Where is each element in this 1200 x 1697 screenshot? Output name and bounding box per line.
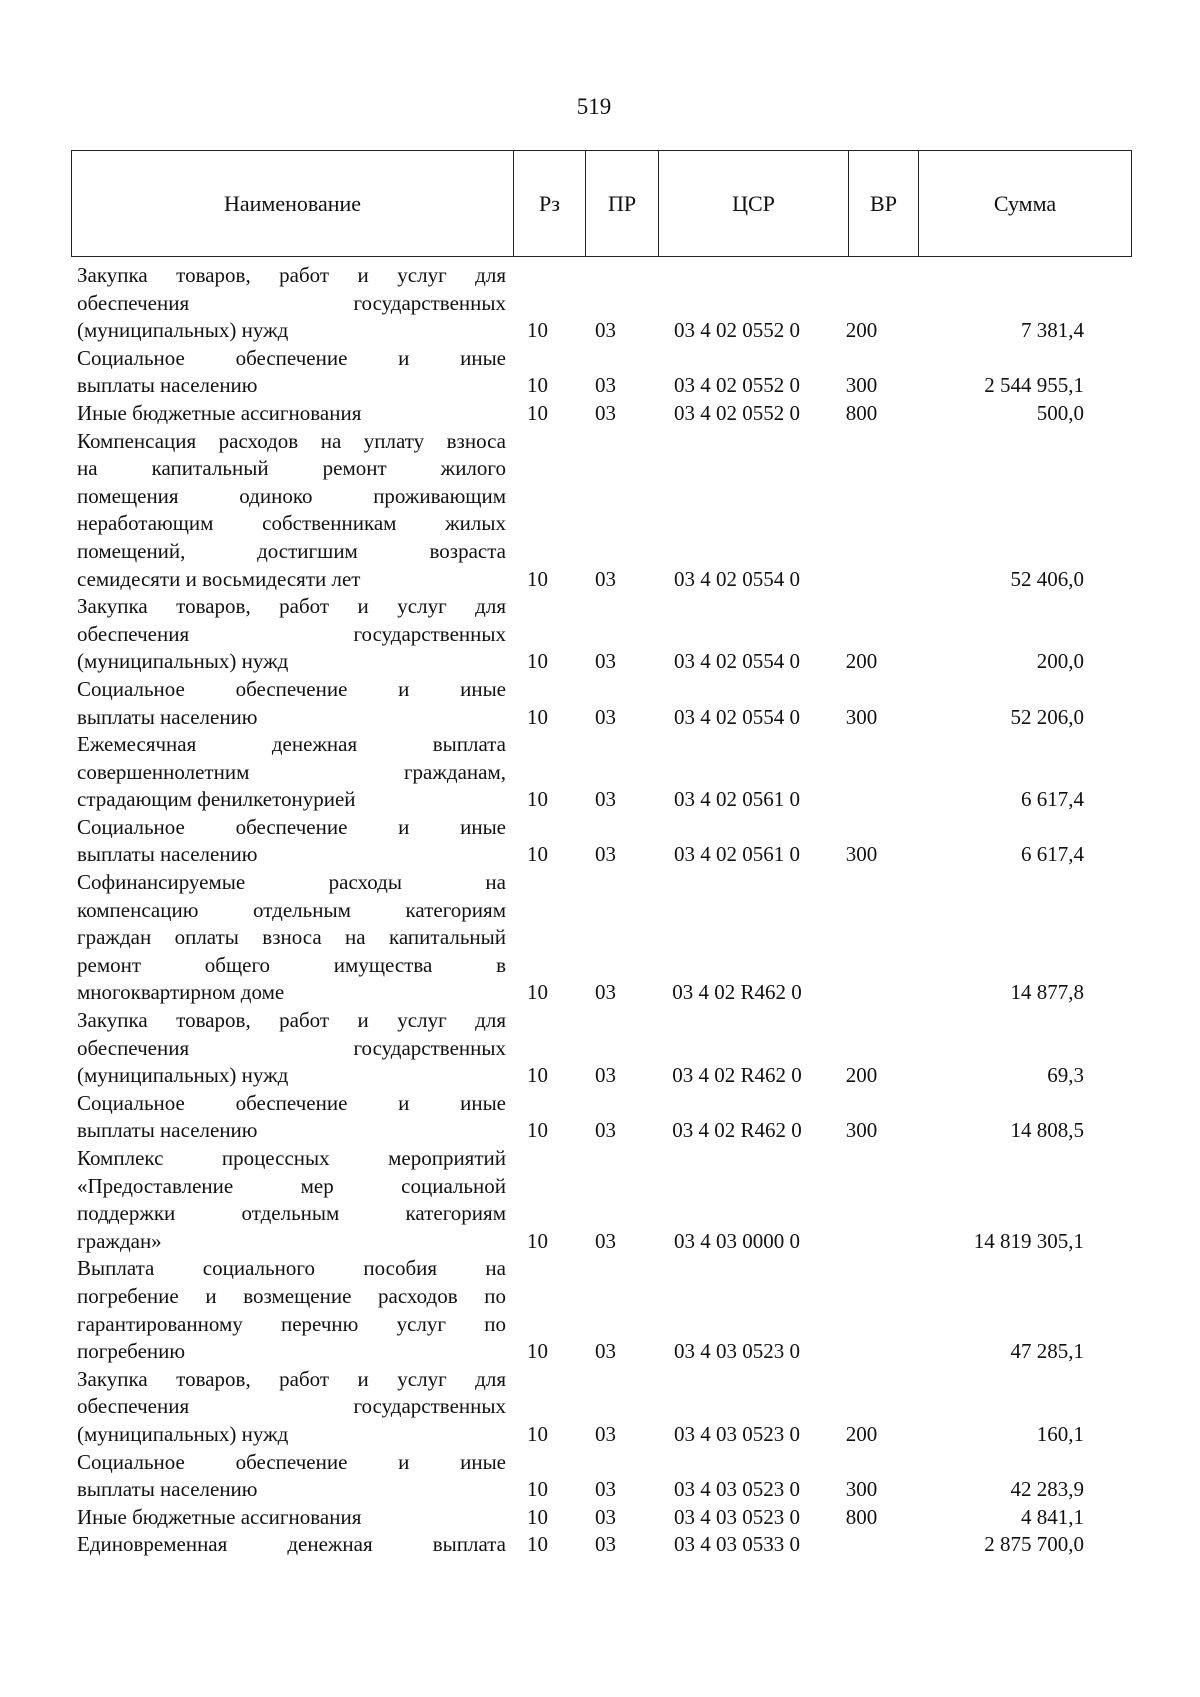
table-row — [71, 814, 1132, 869]
row-name-line: компенсацию отдельным категориям — [77, 897, 506, 922]
row-name-line: обеспечения государственных — [77, 290, 506, 315]
row-csr: 03 4 03 0523 0 — [674, 1339, 800, 1364]
row-pr: 03 — [595, 704, 616, 729]
row-name-line: поддержки отдельным категориям — [77, 1201, 506, 1226]
row-rz: 10 — [527, 1532, 548, 1557]
row-name-line: выплаты населению — [77, 1477, 258, 1502]
row-name-line: погребению — [77, 1339, 186, 1364]
table-row — [71, 1504, 1132, 1532]
row-csr: 03 4 02 0552 0 — [674, 318, 800, 343]
row-rz: 10 — [527, 1063, 548, 1088]
row-rz: 10 — [527, 842, 548, 867]
row-pr: 03 — [595, 1532, 616, 1557]
row-sum: 6 617,4 — [1021, 842, 1084, 867]
row-name-line: Социальное обеспечение и иные — [77, 676, 506, 701]
table-row — [71, 1449, 1132, 1504]
row-rz: 10 — [527, 1228, 548, 1253]
row-csr: 03 4 02 0552 0 — [674, 373, 800, 398]
row-name-line: Выплата социального пособия на — [77, 1256, 506, 1281]
row-csr: 03 4 03 0523 0 — [674, 1421, 800, 1446]
table-row — [71, 1090, 1132, 1145]
row-name-line: выплаты населению — [77, 373, 258, 398]
row-vr: 200 — [845, 649, 878, 674]
row-pr: 03 — [595, 1118, 616, 1143]
row-name-line: помещений, достигшим возраста — [77, 538, 506, 563]
row-name — [71, 345, 506, 400]
row-csr: 03 4 02 0561 0 — [674, 787, 800, 812]
row-name-line: Ежемесячная денежная выплата — [77, 732, 506, 757]
row-sum: 4 841,1 — [1021, 1504, 1084, 1529]
row-rz: 10 — [527, 566, 548, 591]
row-sum: 2 544 955,1 — [984, 373, 1084, 398]
row-csr: 03 4 02 0554 0 — [674, 566, 800, 591]
row-name-line: Единовременная денежная выплата — [77, 1532, 506, 1557]
header-csr: ЦСР — [658, 151, 848, 256]
row-csr: 03 4 02 R462 0 — [672, 1063, 802, 1088]
table-row — [71, 676, 1132, 731]
row-rz: 10 — [527, 787, 548, 812]
header-name: Наименование — [223, 190, 362, 216]
row-rz: 10 — [527, 1477, 548, 1502]
row-name-line: обеспечения государственных — [77, 621, 506, 646]
row-name-line: граждан оплаты взноса на капитальный — [77, 925, 506, 950]
row-pr: 03 — [595, 1477, 616, 1502]
table-row — [71, 400, 1132, 428]
row-rz: 10 — [527, 1421, 548, 1446]
header-sum: Сумма — [918, 151, 1131, 256]
row-name-line: Закупка товаров, работ и услуг для — [77, 594, 506, 619]
row-name-line: Социальное обеспечение и иные — [77, 1090, 506, 1115]
row-name — [71, 1255, 506, 1365]
row-name-line: Социальное обеспечение и иные — [77, 1449, 506, 1474]
row-name — [71, 1145, 506, 1255]
table-row — [71, 1366, 1132, 1449]
row-vr: 200 — [845, 318, 878, 343]
row-rz: 10 — [527, 400, 548, 425]
row-name — [71, 1531, 506, 1559]
row-pr: 03 — [595, 1421, 616, 1446]
row-name — [71, 593, 506, 676]
row-rz: 10 — [527, 704, 548, 729]
row-pr: 03 — [595, 1063, 616, 1088]
table-row — [71, 345, 1132, 400]
row-name — [71, 869, 506, 1007]
row-name — [71, 1449, 506, 1504]
row-name — [71, 428, 506, 594]
table-row — [71, 593, 1132, 676]
row-rz: 10 — [527, 373, 548, 398]
row-pr: 03 — [595, 649, 616, 674]
table-row — [71, 428, 1132, 594]
row-name-line: погребение и возмещение расходов по — [77, 1283, 506, 1308]
row-csr: 03 4 02 R462 0 — [672, 980, 802, 1005]
row-name-line: Закупка товаров, работ и услуг для — [77, 1366, 506, 1391]
row-name-line: выплаты населению — [77, 704, 258, 729]
header-rz: Рз — [513, 151, 585, 256]
row-name-line: страдающим фенилкетонурией — [77, 787, 356, 812]
row-sum: 2 875 700,0 — [984, 1532, 1084, 1557]
row-name — [71, 731, 506, 814]
row-sum: 69,3 — [1047, 1063, 1084, 1088]
row-pr: 03 — [595, 318, 616, 343]
row-name-line: обеспечения государственных — [77, 1035, 506, 1060]
row-vr: 800 — [845, 400, 878, 425]
row-rz: 10 — [527, 1339, 548, 1364]
row-vr: 300 — [845, 1118, 878, 1143]
row-name-line: «Предоставление мер социальной — [77, 1173, 506, 1198]
row-sum: 14 877,8 — [1010, 980, 1084, 1005]
row-rz: 10 — [527, 980, 548, 1005]
row-sum: 7 381,4 — [1021, 318, 1084, 343]
row-sum: 6 617,4 — [1021, 787, 1084, 812]
row-name — [71, 262, 506, 345]
table-row — [71, 1145, 1132, 1255]
row-csr: 03 4 03 0000 0 — [674, 1228, 800, 1253]
row-sum: 200,0 — [1036, 649, 1084, 674]
row-pr: 03 — [595, 566, 616, 591]
row-name-line: Комплекс процессных мероприятий — [77, 1146, 506, 1170]
row-sum: 52 206,0 — [1010, 704, 1084, 729]
row-rz: 10 — [527, 1118, 548, 1143]
row-name-line: совершеннолетним гражданам, — [77, 759, 506, 784]
row-name-line: (муниципальных) нужд — [77, 649, 289, 674]
row-name-line: Социальное обеспечение и иные — [77, 345, 506, 370]
row-pr: 03 — [595, 400, 616, 425]
table-header — [71, 150, 1132, 257]
row-csr: 03 4 03 0523 0 — [674, 1504, 800, 1529]
row-pr: 03 — [595, 787, 616, 812]
row-vr — [832, 1531, 891, 1559]
row-sum: 47 285,1 — [1010, 1339, 1084, 1364]
table-row — [71, 1531, 1132, 1559]
row-name — [71, 814, 506, 869]
row-sum: 52 406,0 — [1010, 566, 1084, 591]
row-name-line: граждан» — [77, 1228, 162, 1253]
row-name-line: (муниципальных) нужд — [77, 318, 289, 343]
row-vr: 300 — [845, 704, 878, 729]
row-vr: 200 — [845, 1421, 878, 1446]
row-pr: 03 — [595, 373, 616, 398]
row-name-line: неработающим собственникам жилых — [77, 511, 506, 536]
row-vr: 300 — [845, 842, 878, 867]
row-name-line: (муниципальных) нужд — [77, 1063, 289, 1088]
row-sum: 500,0 — [1036, 400, 1084, 425]
row-name-line: (муниципальных) нужд — [77, 1421, 289, 1446]
row-csr: 03 4 02 0554 0 — [674, 649, 800, 674]
row-csr: 03 4 02 0561 0 — [674, 842, 800, 867]
page-number: 519 — [576, 94, 612, 119]
row-name-line: обеспечения государственных — [77, 1394, 506, 1419]
row-name — [71, 1366, 506, 1449]
row-csr: 03 4 02 R462 0 — [672, 1118, 802, 1143]
row-csr: 03 4 02 0554 0 — [674, 704, 800, 729]
row-csr: 03 4 03 0523 0 — [674, 1477, 800, 1502]
row-pr: 03 — [595, 1228, 616, 1253]
row-name-line: ремонт общего имущества в — [77, 952, 506, 977]
row-name — [71, 1504, 506, 1532]
row-pr: 03 — [595, 1504, 616, 1529]
table-row — [71, 262, 1132, 345]
row-vr — [832, 566, 891, 594]
table-row — [71, 869, 1132, 1007]
row-sum: 14 819 305,1 — [973, 1228, 1084, 1253]
table-row — [71, 1007, 1132, 1090]
row-rz: 10 — [527, 318, 548, 343]
row-vr — [832, 1338, 891, 1366]
row-name-line: Иные бюджетные ассигнования — [77, 1504, 362, 1529]
row-sum: 160,1 — [1036, 1421, 1084, 1446]
row-vr: 800 — [845, 1504, 878, 1529]
row-name-line: выплаты населению — [77, 842, 258, 867]
row-name-line: Компенсация расходов на уплату взноса — [77, 428, 506, 453]
row-sum: 42 283,9 — [1010, 1477, 1084, 1502]
row-pr: 03 — [595, 1339, 616, 1364]
row-name-line: гарантированному перечню услуг по — [77, 1311, 506, 1336]
row-name-line: семидесяти и восьмидесяти лет — [77, 566, 361, 591]
row-name-line: выплаты населению — [77, 1118, 258, 1143]
row-name — [71, 1090, 506, 1145]
row-pr: 03 — [595, 980, 616, 1005]
row-pr: 03 — [595, 842, 616, 867]
row-vr — [832, 786, 891, 814]
row-vr: 200 — [845, 1063, 878, 1088]
row-sum: 14 808,5 — [1010, 1118, 1084, 1143]
row-name — [71, 400, 506, 428]
row-rz: 10 — [527, 649, 548, 674]
row-name-line: Социальное обеспечение и иные — [77, 814, 506, 839]
row-vr — [832, 979, 891, 1007]
row-vr: 300 — [845, 373, 878, 398]
row-vr: 300 — [845, 1477, 878, 1502]
row-name-line: на капитальный ремонт жилого — [77, 456, 506, 481]
table-row — [71, 731, 1132, 814]
row-name — [71, 676, 506, 731]
row-name — [71, 1007, 506, 1090]
row-name-line: помещения одиноко проживающим — [77, 483, 506, 508]
row-name-line: Софинансируемые расходы на — [77, 870, 506, 895]
row-name-line: Закупка товаров, работ и услуг для — [77, 263, 506, 287]
header-vr: ВР — [848, 151, 918, 256]
row-name-line: Иные бюджетные ассигнования — [77, 400, 362, 425]
header-pr: ПР — [585, 151, 658, 256]
row-csr: 03 4 03 0533 0 — [674, 1532, 800, 1557]
table-row — [71, 1255, 1132, 1365]
row-csr: 03 4 02 0552 0 — [674, 400, 800, 425]
row-name-line: многоквартирном доме — [77, 980, 285, 1005]
row-vr — [832, 1228, 891, 1256]
table-body — [71, 262, 1132, 1559]
row-rz: 10 — [527, 1504, 548, 1529]
row-name-line: Закупка товаров, работ и услуг для — [77, 1008, 506, 1033]
